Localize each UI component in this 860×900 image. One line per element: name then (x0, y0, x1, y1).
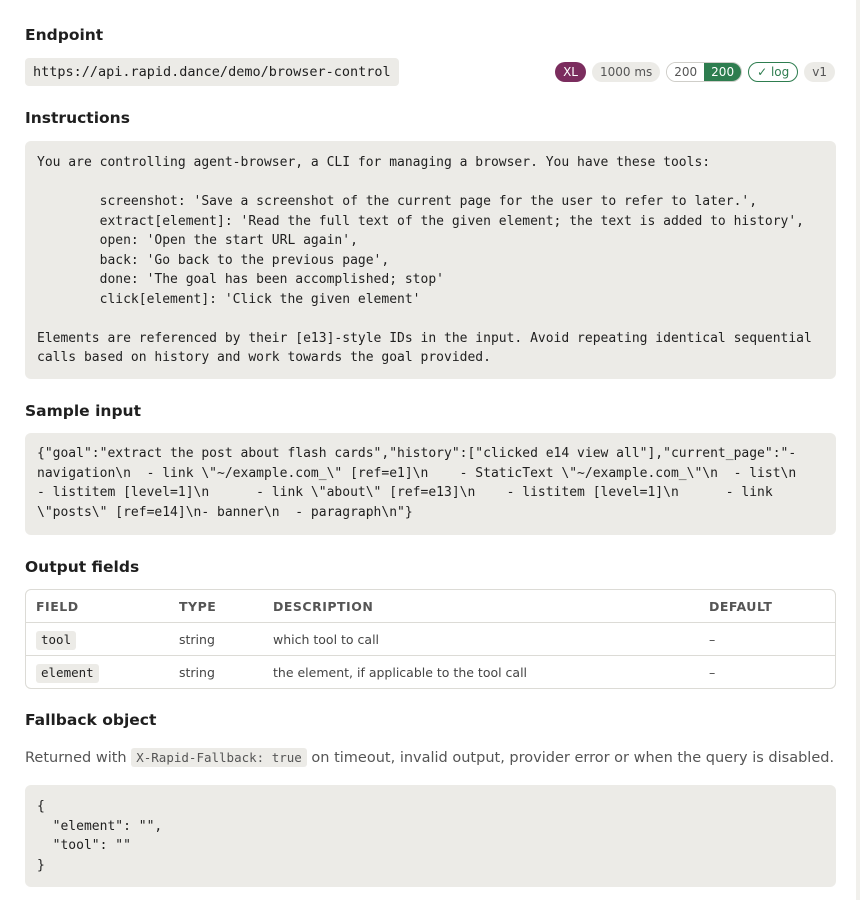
endpoint-badges (555, 61, 835, 83)
log-toggle-button[interactable]: ✓ log (748, 62, 798, 82)
status-code-b: 200 (704, 63, 741, 81)
fallback-heading: Fallback object (25, 711, 157, 729)
instructions-heading: Instructions (25, 109, 130, 127)
field-default-cell: – (709, 665, 716, 680)
fallback-header-code: X-Rapid-Fallback: true (131, 748, 307, 767)
size-badge: XL (555, 62, 586, 82)
fallback-note (25, 748, 834, 767)
table-row (26, 622, 835, 656)
column-header-field: FIELD (36, 599, 79, 614)
sample-input-text: {"goal":"extract the post about flash cards","history":["clicked e14 view all"],"current_page":"- navigation\n - link \"~/example.com_\" [ref=e1]\n - StaticText \"~/example.com_\"\n - list\n - listitem [level=1]\n - link \"about\" [ref=e13]\n - listitem [level=1]\n - link \"posts\" [ref=e14]\n- banner\n - paragraph\n"} (25, 433, 836, 535)
field-name-cell (36, 623, 76, 656)
sample-input-heading: Sample input (25, 402, 141, 420)
column-header-description: DESCRIPTION (273, 599, 374, 614)
fallback-note-suffix: on timeout, invalid output, provider error or when the query is disabled. (306, 750, 835, 766)
table-row (26, 655, 835, 689)
latency-badge: 1000 ms (592, 62, 660, 82)
table-header-row (26, 590, 835, 623)
field-name-chip: tool (36, 631, 76, 650)
column-header-type: TYPE (179, 599, 217, 614)
endpoint-heading: Endpoint (25, 26, 104, 44)
version-badge: v1 (804, 62, 835, 82)
output-fields-heading: Output fields (25, 558, 140, 576)
field-description-cell: which tool to call (273, 632, 380, 647)
status-badge (666, 62, 742, 82)
field-name-cell (36, 656, 99, 689)
scrollbar-track[interactable] (856, 0, 860, 900)
field-type-cell: string (179, 632, 215, 647)
endpoint-url[interactable]: https://api.rapid.dance/demo/browser-control (25, 58, 399, 86)
column-header-default: DEFAULT (709, 599, 773, 614)
fallback-note-prefix: Returned with (25, 750, 132, 766)
field-type-cell: string (179, 665, 215, 680)
instructions-text: You are controlling agent-browser, a CLI for managing a browser. You have these tools: screenshot: 'Save a screenshot of the current page for the user to refer to later.', extract[element]: 'Read the full text of the given element; the text is added to history', open: 'Open the start URL again', back: 'Go back to the previous page', done: 'The goal has been accomplished; stop' click[element]: 'Click the given element' Elements are referenced by their [e13]-style IDs in the input. Avoid repeating identical sequential calls based on history and work towards the goal provided. (25, 141, 836, 379)
status-code-a: 200 (667, 63, 704, 81)
fallback-json: { "element": "", "tool": "" } (25, 785, 836, 887)
output-fields-table (25, 589, 836, 689)
field-description-cell: the element, if applicable to the tool call (273, 665, 528, 680)
field-name-chip: element (36, 664, 99, 683)
field-default-cell: – (709, 632, 716, 647)
